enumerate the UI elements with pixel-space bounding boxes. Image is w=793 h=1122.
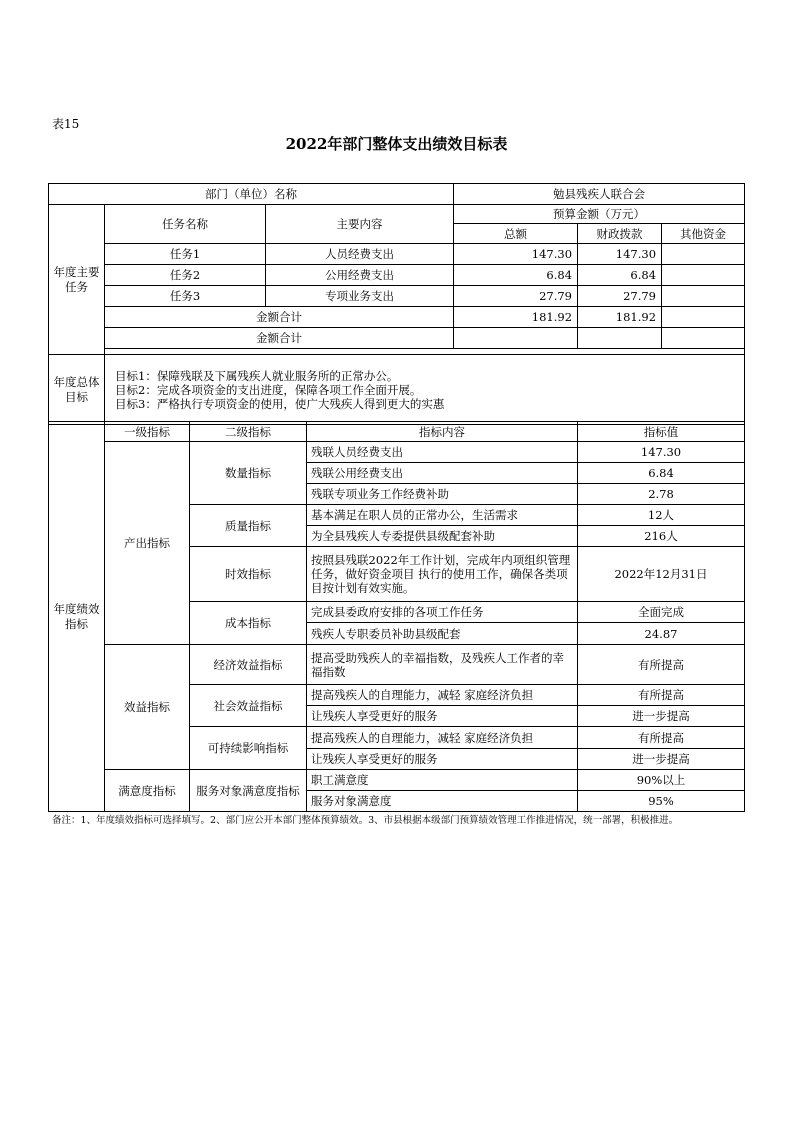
sum-other xyxy=(662,307,745,328)
task-total: 27.79 xyxy=(454,286,578,307)
indicator-content: 完成县委政府安排的各项工作任务 xyxy=(307,602,578,623)
indicator-content: 职工满意度 xyxy=(307,770,578,791)
indicator-content: 提高受助残疾人的幸福指数，及残疾人工作者的幸福指数 xyxy=(307,645,578,685)
indicator-value: 147.30 xyxy=(578,442,745,463)
indicator-value: 2.78 xyxy=(578,484,745,505)
indicator-content: 服务对象满意度 xyxy=(307,791,578,812)
indicator-content: 让残疾人享受更好的服务 xyxy=(307,706,578,727)
task-row xyxy=(49,265,745,286)
indicator-value: 有所提高 xyxy=(578,685,745,706)
goal-line: 目标3：严格执行专项资金的使用，使广大残疾人得到更大的实惠 xyxy=(115,396,445,411)
task-row xyxy=(49,286,745,307)
satisfaction-indicator-label: 满意度指标 xyxy=(105,770,190,812)
content-header: 指标内容 xyxy=(307,422,578,442)
footnote: 备注：1、年度绩效指标可选择填写。2、部门应公开本部门整体预算绩效。3、市县根据本级部门预算绩效管理工作推进情况，统一部署，积极推进。 xyxy=(52,815,679,826)
annual-goals xyxy=(105,355,745,425)
cost-indicator-label: 成本指标 xyxy=(190,602,307,645)
indicator-value: 进一步提高 xyxy=(578,749,745,770)
task-other xyxy=(662,244,745,265)
task-name-header: 任务名称 xyxy=(105,205,266,244)
indicator-value: 24.87 xyxy=(578,623,745,645)
dept-label: 部门（单位）名称 xyxy=(49,184,454,205)
indicator-content: 残联专项业务工作经费补助 xyxy=(307,484,578,505)
indicator-value: 216人 xyxy=(578,526,745,547)
task-fiscal: 147.30 xyxy=(578,244,662,265)
dept-value: 勉县残疾人联合会 xyxy=(454,184,745,205)
indicator-content: 提高残疾人的自理能力，减轻 家庭经济负担 xyxy=(307,685,578,706)
sustainability-indicator-label: 可持续影响指标 xyxy=(190,727,307,770)
task-content: 人员经费支出 xyxy=(266,244,454,265)
sum-fiscal: 181.92 xyxy=(578,307,662,328)
task-other xyxy=(662,286,745,307)
indicator-value: 有所提高 xyxy=(578,645,745,685)
task-total: 147.30 xyxy=(454,244,578,265)
indicator-content: 残联公用经费支出 xyxy=(307,463,578,484)
sum-row xyxy=(49,328,745,349)
economic-indicator-label: 经济效益指标 xyxy=(190,645,307,685)
level1-header: 一级指标 xyxy=(105,422,190,442)
annual-tasks-label: 年度主要任务 xyxy=(49,205,105,355)
indicator-value: 12人 xyxy=(578,505,745,526)
task-name: 任务2 xyxy=(105,265,266,286)
budget-header: 预算金额（万元） xyxy=(454,205,745,224)
indicator-value: 全面完成 xyxy=(578,602,745,623)
indicator-row xyxy=(49,442,745,463)
task-content-header: 主要内容 xyxy=(266,205,454,244)
quality-indicator-label: 质量指标 xyxy=(190,505,307,547)
performance-table xyxy=(48,421,745,812)
quantity-indicator-label: 数量指标 xyxy=(190,442,307,505)
indicator-row xyxy=(49,770,745,791)
budget-fiscal-header: 财政拨款 xyxy=(578,224,662,244)
task-content: 公用经费支出 xyxy=(266,265,454,286)
indicator-value: 90%以上 xyxy=(578,770,745,791)
task-fiscal: 27.79 xyxy=(578,286,662,307)
level2-header: 二级指标 xyxy=(190,422,307,442)
benefit-indicator-label: 效益指标 xyxy=(105,645,190,770)
indicator-content: 提高残疾人的自理能力，减轻 家庭经济负担 xyxy=(307,727,578,749)
indicator-content: 让残疾人享受更好的服务 xyxy=(307,749,578,770)
indicator-content: 残联人员经费支出 xyxy=(307,442,578,463)
page-title: 2022年部门整体支出绩效目标表 xyxy=(285,135,508,153)
indicator-value: 有所提高 xyxy=(578,727,745,749)
goal-line: 目标2：完成各项资金的支出进度，保障各项工作全面开展。 xyxy=(115,382,422,397)
sum-total xyxy=(454,328,578,349)
indicator-content: 按照县残联2022年工作计划，完成年内项组织管理任务，做好资金项目 执行的使用工作，确保各类项目按计划有效实施。 xyxy=(307,547,578,602)
indicator-value: 95% xyxy=(578,791,745,812)
task-name: 任务1 xyxy=(105,244,266,265)
sum-label: 金额合计 xyxy=(105,307,454,328)
task-content: 专项业务支出 xyxy=(266,286,454,307)
indicator-content: 为全县残疾人专委提供县级配套补助 xyxy=(307,526,578,547)
sum-total: 181.92 xyxy=(454,307,578,328)
tasks-table xyxy=(48,183,745,425)
budget-total-header: 总额 xyxy=(454,224,578,244)
indicator-content: 基本满足在职人员的正常办公，生活需求 xyxy=(307,505,578,526)
indicator-value: 6.84 xyxy=(578,463,745,484)
budget-other-header: 其他资金 xyxy=(662,224,745,244)
social-indicator-label: 社会效益指标 xyxy=(190,685,307,727)
annual-goals-label: 年度总体目标 xyxy=(49,355,105,425)
time-indicator-label: 时效指标 xyxy=(190,547,307,602)
task-fiscal: 6.84 xyxy=(578,265,662,286)
indicator-row xyxy=(49,645,745,685)
sum-label: 金额合计 xyxy=(105,328,454,349)
goal-line: 目标1：保障残联及下属残疾人就业服务所的正常办公。 xyxy=(115,368,399,383)
sum-other xyxy=(662,328,745,349)
value-header: 指标值 xyxy=(578,422,745,442)
indicator-value: 2022年12月31日 xyxy=(578,547,745,602)
annual-performance-label: 年度绩效指标 xyxy=(49,422,105,812)
indicator-value: 进一步提高 xyxy=(578,706,745,727)
service-satisfaction-label: 服务对象满意度指标 xyxy=(190,770,307,812)
task-name: 任务3 xyxy=(105,286,266,307)
task-other xyxy=(662,265,745,286)
task-total: 6.84 xyxy=(454,265,578,286)
indicator-content: 残疾人专职委员补助县级配套 xyxy=(307,623,578,645)
table-number: 表15 xyxy=(52,117,80,131)
sum-fiscal xyxy=(578,328,662,349)
task-row xyxy=(49,244,745,265)
sum-row xyxy=(49,307,745,328)
output-indicator-label: 产出指标 xyxy=(105,442,190,645)
